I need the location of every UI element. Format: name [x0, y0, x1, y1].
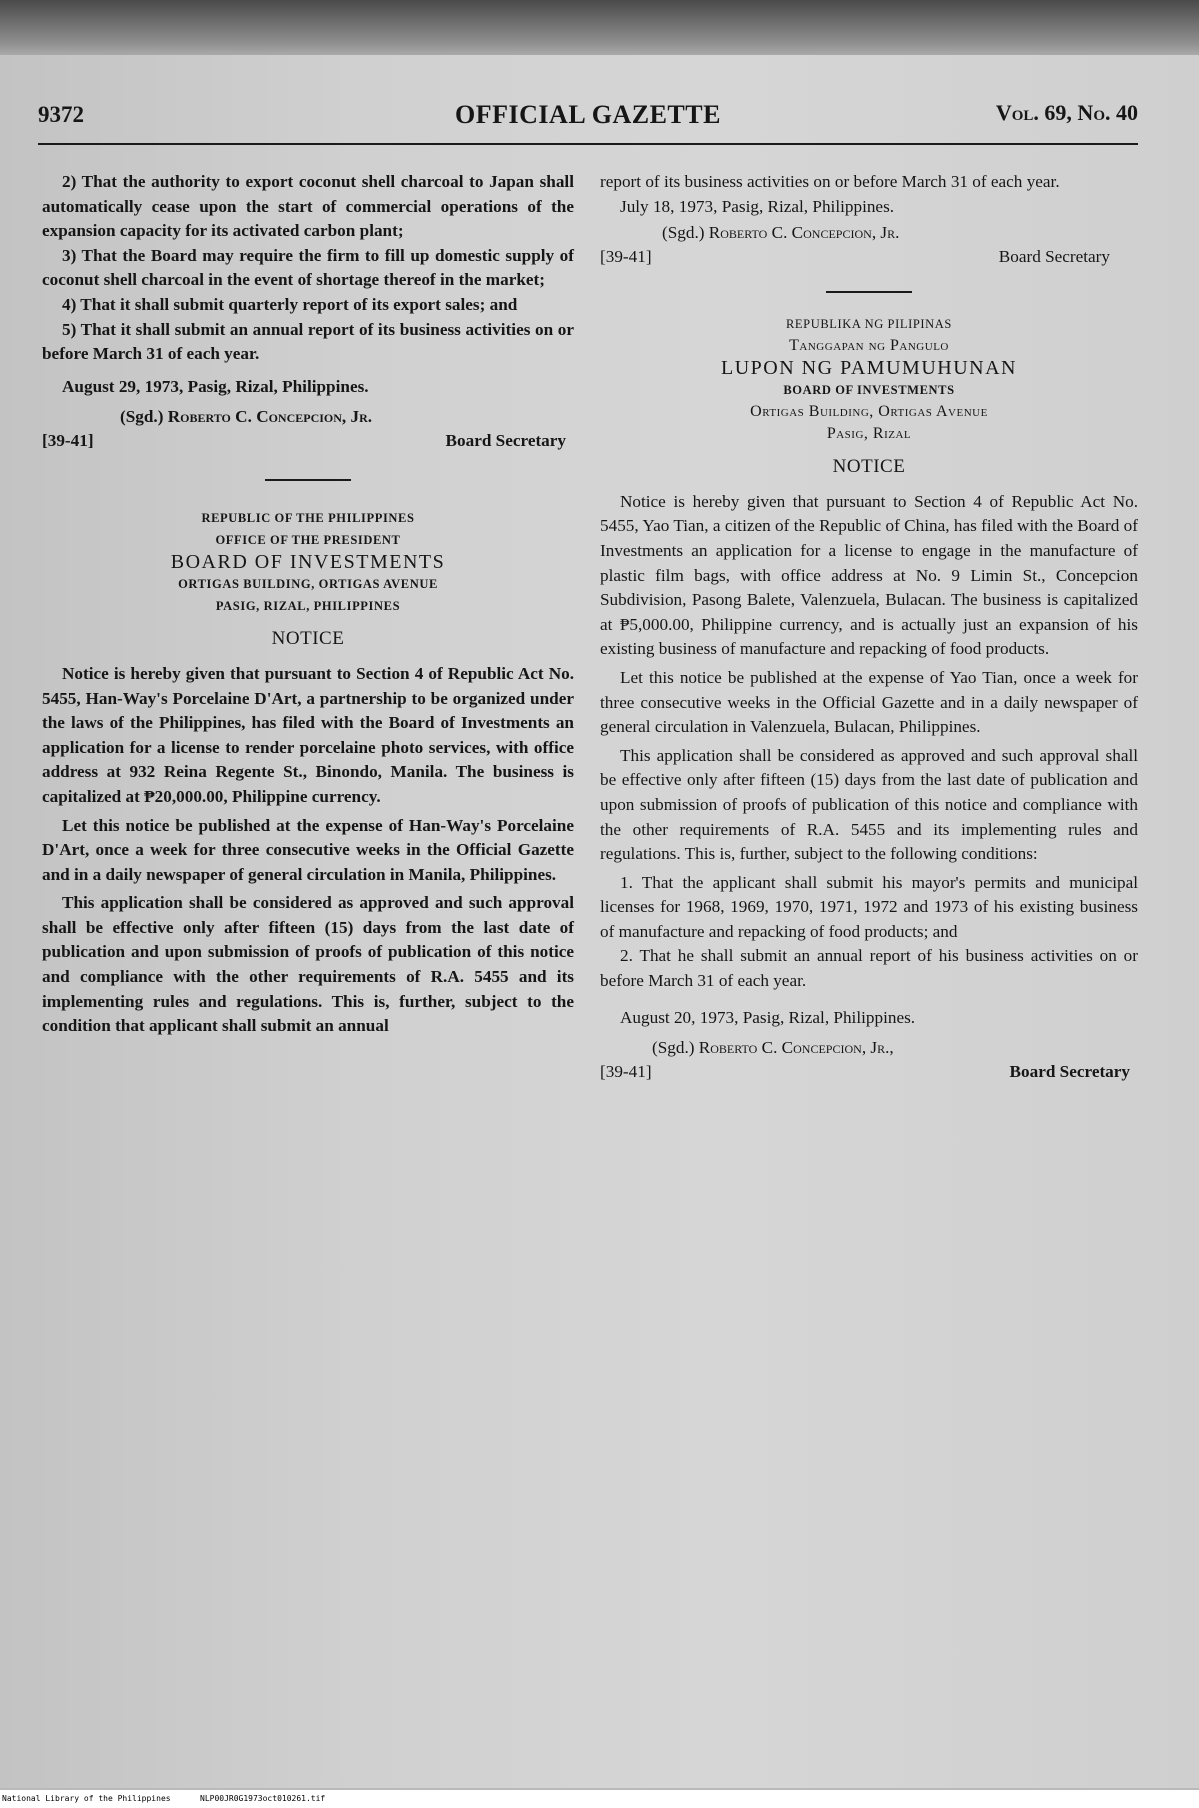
library-credit: National Library of the Philippines: [2, 1794, 171, 1803]
issue-reference: [39-41]: [600, 247, 652, 267]
signatory-name: Roberto C. Concepcion, Jr.: [708, 223, 900, 243]
notice-paragraph: Let this notice be published at the expense of Yao Tian, once a week for three consecutive weeks in the Official Gazette and in a daily newspaper of general circulation in Valenzuela, Bulacan, Philippines.: [600, 667, 1138, 737]
notice-paragraph: This application shall be considered as approved and such approval shall be effective only after fifteen (15) days from the last date of publication and upon submission of proofs of publication of this notice and compliance with the other requirements of R.A. 5455 and its implementing rules and regulations. This is, further, subject to the condition that applicant shall submit an annual: [42, 893, 574, 1036]
condition-item: 2) That the authority to export coconut shell charcoal to Japan shall automatically cease upon the start of commercial operations of the expansion capacity for its activated carbon plant;: [42, 172, 574, 241]
signatory-name: Roberto C. Concepcion, Jr.,: [698, 1038, 894, 1058]
dateline: August 29, 1973, Pasig, Rizal, Philippines.: [62, 376, 369, 396]
page-header: [38, 100, 1138, 136]
agency-building: Ortigas Building, Ortigas Avenue: [750, 403, 988, 421]
agency-republic: REPUBLIKA NG PILIPINAS: [786, 317, 952, 332]
sgd-label: (Sgd.): [662, 223, 705, 243]
volume-number: Vol. 69, No. 40: [995, 100, 1138, 125]
agency-building: ORTIGAS BUILDING, ORTIGAS AVENUE: [178, 577, 438, 592]
signatory-title: Board Secretary: [998, 247, 1110, 267]
agency-subtitle: BOARD OF INVESTMENTS: [783, 383, 955, 398]
signatory-title: Board Secretary: [1009, 1062, 1130, 1082]
header-rule: [38, 143, 1138, 145]
agency-name: BOARD OF INVESTMENTS: [170, 551, 446, 574]
sgd-label: (Sgd.): [652, 1038, 695, 1058]
agency-heading: [42, 507, 574, 617]
continuation-text: report of its business activities on or before March 31 of each year.: [600, 172, 1060, 191]
notice-title: NOTICE: [832, 456, 906, 478]
page-number: 9372: [38, 102, 84, 127]
agency-office: Tanggapan ng Pangulo: [789, 337, 949, 355]
issue-reference: [39-41]: [42, 431, 94, 451]
agency-republic: REPUBLIC OF THE PHILIPPINES: [201, 511, 415, 526]
agency-location: PASIG, RIZAL, PHILIPPINES: [215, 599, 401, 614]
scan-filename: NLP00JR0G1973oct010261.tif: [200, 1794, 326, 1803]
condition-item: 5) That it shall submit an annual report of its business activities on or before March 31 of each year.: [42, 319, 574, 364]
condition-item: 4) That it shall submit quarterly report of its export sales; and: [62, 294, 518, 314]
notice-paragraph: Notice is hereby given that pursuant to Section 4 of Republic Act No. 5455, Han-Way's Porcelaine D'Art, a partnership to be organized under the laws of the Philippines, has filed with the Board of Investments an application for a license to render porcelaine photo services, with office address at 932 Reina Regente St., Binondo, Manila. The business is capitalized at ₱20,000.00, Philippine currency.: [42, 663, 574, 806]
dateline: July 18, 1973, Pasig, Rizal, Philippines.: [620, 196, 895, 216]
agency-location: Pasig, Rizal: [826, 425, 912, 443]
signature-block: [42, 405, 574, 455]
notice-paragraph: Notice is hereby given that pursuant to Section 4 of Republic Act No. 5455, Yao Tian, a citizen of the Republic of China, has filed with the Board of Investments an application for a license to engage in the manufacture of plastic film bags, with office address at No. 9 Limin St., Concepcion Subdivision, Pasong Balete, Valenzuela, Bulacan. The business is capitalized at ₱5,000.00, Philippine currency, and is actually just an expansion of his existing business of manufacture and repacking of food products.: [600, 491, 1138, 659]
signatory-title: Board Secretary: [445, 431, 566, 451]
section-divider: [265, 479, 351, 481]
agency-heading: [600, 313, 1138, 445]
sgd-label: (Sgd.): [120, 407, 164, 427]
signatory-name: Roberto C. Concepcion, Jr.: [167, 407, 373, 427]
publication-title: OFFICIAL GAZETTE: [455, 100, 721, 129]
right-column: [600, 170, 1138, 1086]
notice-title: NOTICE: [271, 628, 345, 650]
signature-block: [600, 1036, 1138, 1086]
scan-top-edge: [0, 0, 1199, 60]
agency-name: LUPON NG PAMUMUHUNAN: [721, 357, 1017, 380]
left-column: [42, 170, 574, 1039]
agency-office: OFFICE OF THE PRESIDENT: [215, 533, 401, 548]
notice-paragraph: This application shall be considered as approved and such approval shall be effective only after fifteen (15) days from the last date of publication and upon submission of proofs of publication of this notice and compliance with the other requirements of R.A. 5455 and its implementing rules and regulations. This is, further, subject to the following conditions:: [600, 745, 1138, 864]
condition-item: 2. That he shall submit an annual report of his business activities on or before March 31 of each year.: [600, 946, 1138, 991]
scan-footer: [0, 1790, 1199, 1808]
issue-reference: [39-41]: [600, 1062, 652, 1082]
condition-item: 1. That the applicant shall submit his mayor's permits and municipal licenses for 1968, 1969, 1970, 1971, 1972 and 1973 of his existing business of manufacture and repacking of food products; and: [600, 872, 1138, 941]
dateline: August 20, 1973, Pasig, Rizal, Philippines.: [620, 1007, 916, 1027]
section-divider: [826, 291, 912, 293]
signature-block: [600, 221, 1138, 271]
condition-item: 3) That the Board may require the firm to fill up domestic supply of coconut shell charcoal in the event of shortage thereof in the market;: [42, 245, 574, 290]
notice-paragraph: Let this notice be published at the expense of Han-Way's Porcelaine D'Art, once a week for three consecutive weeks in the Official Gazette and in a daily newspaper of general circulation in Manila, Philippines.: [42, 815, 574, 884]
